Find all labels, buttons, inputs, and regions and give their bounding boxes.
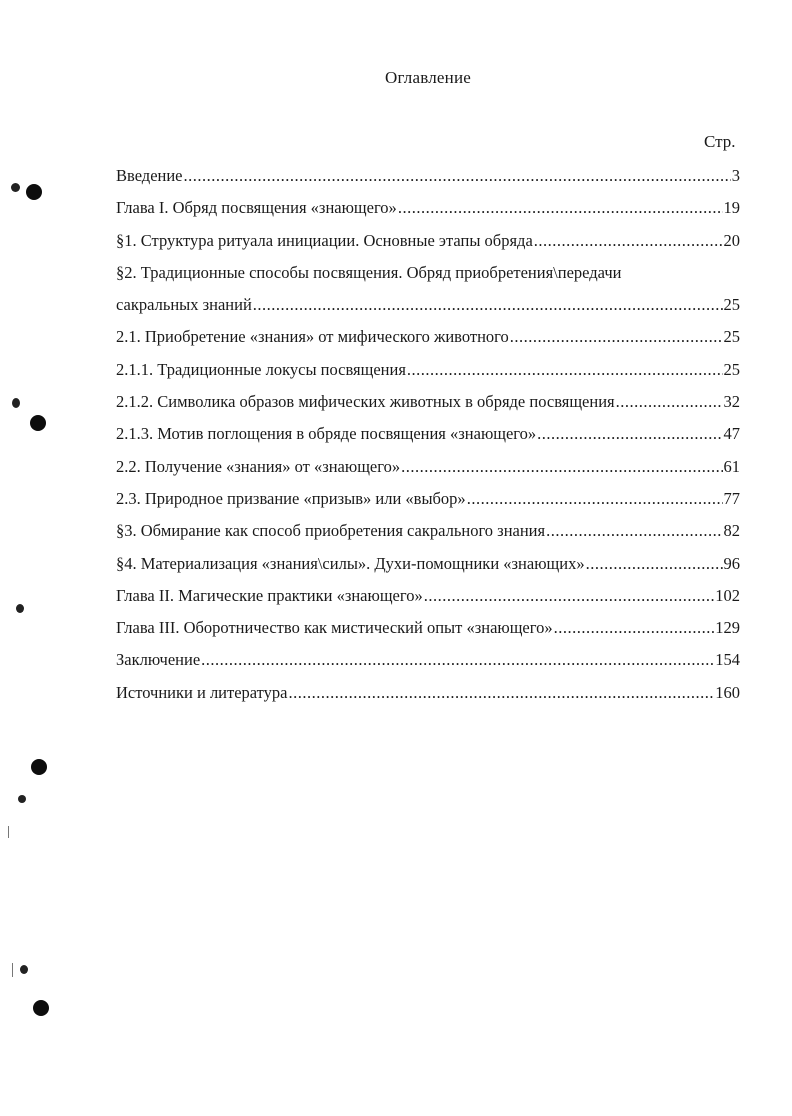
- toc-entry-title-line-1: §2. Традиционные способы посвящения. Обряд приобретения\передачи: [116, 262, 622, 282]
- toc-entry-chapter-1[interactable]: [116, 196, 740, 228]
- table-of-contents: [116, 164, 740, 713]
- toc-entry-title: Глава III. Оборотничество как мистический опыт «знающего»: [116, 618, 553, 638]
- toc-entry-title-line-2: сакральных знаний: [116, 295, 252, 315]
- scan-speck: [18, 795, 26, 803]
- dot-leader: [546, 519, 722, 543]
- toc-entry-section-3[interactable]: [116, 519, 740, 551]
- toc-entry-section-1[interactable]: [116, 229, 740, 261]
- toc-entry-title: 2.2. Получение «знания» от «знающего»: [116, 456, 401, 476]
- toc-entry-section-4[interactable]: [116, 552, 740, 584]
- toc-entry-chapter-3[interactable]: [116, 616, 740, 648]
- toc-entry-title: Источники и литература: [116, 682, 288, 702]
- dot-leader: [401, 455, 722, 479]
- toc-entry-title: 2.1. Приобретение «знания» от мифического животного: [116, 327, 509, 347]
- toc-entry-2-1-3[interactable]: [116, 422, 740, 454]
- toc-entry-page: 25: [723, 295, 740, 315]
- dot-leader: [253, 293, 723, 317]
- toc-entry-title-line-2-row: [116, 293, 740, 325]
- toc-entry-title: §1. Структура ритуала инициации. Основные этапы обряда: [116, 230, 533, 250]
- toc-entry-title: Введение: [116, 166, 183, 185]
- toc-entry-page: 77: [723, 488, 740, 508]
- dot-leader: [537, 422, 722, 446]
- toc-entry-2-2[interactable]: [116, 455, 740, 487]
- page-column-label: Стр.: [704, 132, 736, 151]
- toc-entry-page: 61: [723, 456, 740, 476]
- toc-entry-2-3[interactable]: [116, 487, 740, 519]
- punch-hole-mark: [30, 415, 46, 431]
- toc-entry-page: 47: [723, 424, 740, 444]
- toc-entry-chapter-2[interactable]: [116, 584, 740, 616]
- toc-entry-2-1-1[interactable]: [116, 358, 740, 390]
- scan-speck: [16, 604, 24, 613]
- toc-entry-2-1-2[interactable]: [116, 390, 740, 422]
- toc-entry-title: §3. Обмирание как способ приобретения сакрального знания: [116, 521, 546, 541]
- scan-speck: [12, 398, 20, 408]
- toc-entry-conclusion[interactable]: [116, 648, 740, 680]
- toc-entry-page: 19: [723, 198, 740, 218]
- toc-entry-page: 129: [715, 618, 740, 638]
- toc-entry-page: 96: [723, 553, 740, 573]
- toc-entry-page: 3: [731, 166, 740, 185]
- dot-leader: [407, 358, 723, 382]
- dot-leader: [424, 584, 715, 608]
- toc-entry-section-2[interactable]: [116, 261, 740, 326]
- toc-entry-title: Глава II. Магические практики «знающего»: [116, 585, 423, 605]
- dot-leader: [616, 390, 723, 414]
- punch-hole-mark: [31, 759, 47, 775]
- scan-edge-mark: [8, 826, 9, 838]
- toc-entry-title: §4. Материализация «знания\силы». Духи-помощники «знающих»: [116, 553, 585, 573]
- toc-entry-page: 102: [715, 585, 740, 605]
- toc-entry-page: 82: [723, 521, 740, 541]
- toc-entry-title: 2.1.2. Символика образов мифических животных в обряде посвящения: [116, 392, 615, 412]
- scan-edge-mark: [12, 963, 13, 977]
- scan-speck: [20, 965, 28, 974]
- toc-entry-page: 32: [723, 392, 740, 412]
- dot-leader: [554, 616, 715, 640]
- toc-entry-page: 25: [723, 359, 740, 379]
- toc-entry-introduction[interactable]: [116, 164, 740, 196]
- toc-entry-page: 154: [715, 650, 740, 670]
- dot-leader: [184, 164, 731, 188]
- toc-entry-title: 2.1.1. Традиционные локусы посвящения: [116, 359, 406, 379]
- dot-leader: [467, 487, 723, 511]
- dot-leader: [289, 681, 715, 705]
- punch-hole-mark: [26, 184, 42, 200]
- toc-entry-title: Заключение: [116, 650, 201, 670]
- toc-entry-title: Глава I. Обряд посвящения «знающего»: [116, 198, 397, 218]
- toc-entry-title: 2.3. Природное призвание «призыв» или «выбор»: [116, 488, 466, 508]
- dot-leader: [398, 196, 723, 220]
- dot-leader: [534, 229, 723, 253]
- toc-entry-2-1[interactable]: [116, 325, 740, 357]
- dot-leader: [586, 552, 723, 576]
- dot-leader: [510, 325, 723, 349]
- toc-entry-page: 160: [715, 682, 740, 702]
- dot-leader: [201, 648, 714, 672]
- toc-entry-page: 25: [723, 327, 740, 347]
- toc-entry-sources[interactable]: [116, 681, 740, 713]
- scan-speck: [11, 183, 20, 192]
- toc-entry-title: 2.1.3. Мотив поглощения в обряде посвящения «знающего»: [116, 424, 537, 444]
- punch-hole-mark: [33, 1000, 49, 1016]
- page-title: Оглавление: [385, 68, 471, 87]
- toc-entry-page: 20: [723, 230, 740, 250]
